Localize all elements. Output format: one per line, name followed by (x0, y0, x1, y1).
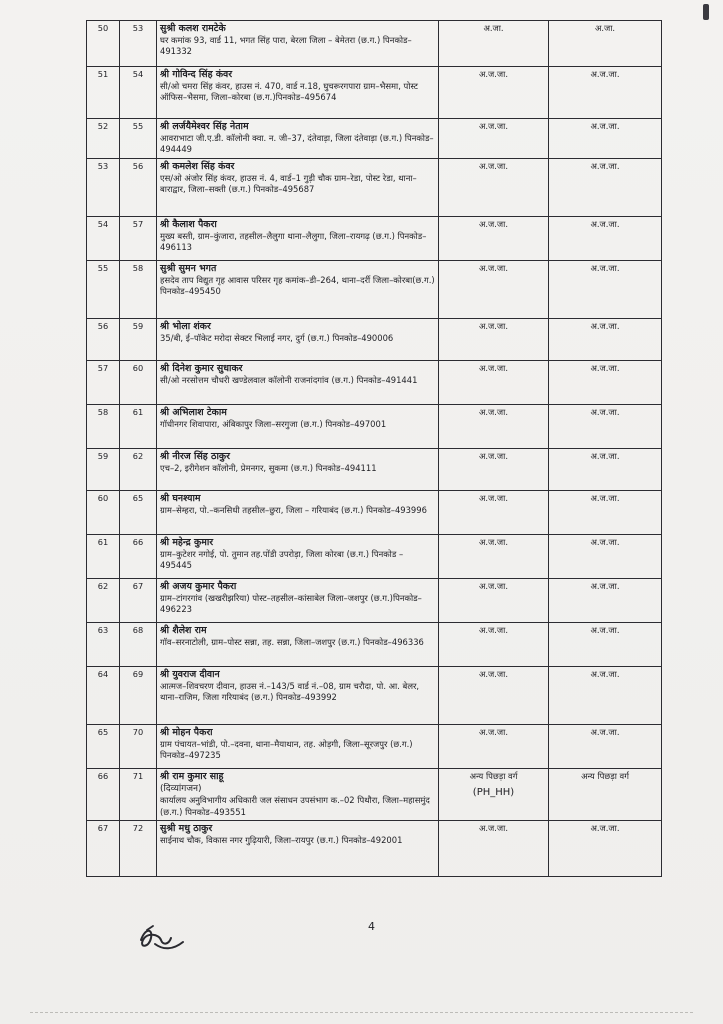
candidate-cell (157, 361, 439, 405)
candidate-cell (157, 449, 439, 491)
selected-category-cell: अ.ज.जा. (549, 579, 662, 623)
serial-number-cell: 64 (87, 667, 120, 725)
table-row (87, 261, 662, 319)
original-category-cell (439, 821, 549, 877)
candidate-address: आत्मज–शिवचरण दीवान, हाउस नं.–143/5 वार्ड नं.–08, ग्राम चरौदा, पो. आ. बेलर, थाना–राजिम, जिला गरियाबंद (छ.ग.) पिनकोड–493992 (160, 680, 420, 703)
candidate-name: श्री मोहन पैकरा (160, 727, 213, 738)
candidate-address: गॉधीनगर शिवापारा, अंबिकापुर जिला–सरगुजा (छ.ग.) पिनकोड–497001 (160, 418, 387, 429)
candidate-cell (157, 491, 439, 535)
original-category-cell (439, 535, 549, 579)
original-category: अ.ज.जा. (479, 493, 508, 503)
original-category: अ.ज.जा. (479, 407, 508, 417)
table-row (87, 725, 662, 769)
candidate-name: श्री कमलेश सिंह कंवर (160, 161, 235, 172)
original-category: अ.ज.जा. (479, 727, 508, 737)
candidate-name: सुश्री सुमन भगत (160, 263, 217, 274)
original-category-cell (439, 405, 549, 449)
candidate-address: साईनाथ चौक, विकास नगर गुढ़ियारी, जिला–रायपुर (छ.ग.) पिनकोड–492001 (160, 834, 403, 845)
candidate-name: श्री अजय कुमार पैकरा (160, 581, 237, 592)
candidate-note: (दिव्यांगजन) (160, 783, 202, 794)
candidate-cell (157, 159, 439, 217)
merit-rank-cell: 61 (120, 405, 157, 449)
table-row (87, 491, 662, 535)
serial-number-cell: 50 (87, 21, 120, 67)
merit-rank-cell: 65 (120, 491, 157, 535)
table-row (87, 67, 662, 119)
candidate-address: सी/ओ चमरा सिंह कंवर, हाउस नं. 470, वार्ड न.18, घुचरूरगपारा ग्राम–भैसमा, पोस्ट ऑफिस–भैसमा, जिला–कोरबा (छ.ग.)पिनकोड–495674 (160, 80, 418, 103)
candidate-table (86, 20, 662, 877)
merit-rank-cell: 70 (120, 725, 157, 769)
candidate-name: श्री महेन्द्र कुमार (160, 537, 214, 548)
selected-category-cell: अ.ज.जा. (549, 67, 662, 119)
table-row (87, 449, 662, 491)
selected-category-cell: अ.ज.जा. (549, 623, 662, 667)
candidate-address: हसदेव ताप विद्युत गृह आवास परिसर गृह कमांक–डी–264, थाना–दर्री जिला–कोरबा(छ.ग.) पिनकोड–495450 (160, 274, 435, 297)
original-category: अन्य पिछड़ा वर्ग (469, 771, 518, 781)
candidate-address: ग्राम पंचायत–भांडी, पो.–दवना, थाना–मैयाथान, तह. ओड़गी, जिला–सूरजपुर (छ.ग.) पिनकोड–497235 (160, 738, 413, 761)
table-row (87, 119, 662, 159)
candidate-name: श्री शैलेश राम (160, 625, 207, 636)
original-category: अ.ज.जा. (479, 321, 508, 331)
original-category: अ.जा. (483, 23, 504, 33)
merit-rank-cell: 67 (120, 579, 157, 623)
serial-number-cell: 53 (87, 159, 120, 217)
merit-rank-cell: 59 (120, 319, 157, 361)
candidate-name: सुश्री कलश रामटेके (160, 23, 226, 34)
table-row (87, 319, 662, 361)
candidate-cell (157, 405, 439, 449)
merit-rank-cell: 53 (120, 21, 157, 67)
table-row (87, 623, 662, 667)
candidate-name: श्री घनश्याम (160, 493, 201, 504)
candidate-cell (157, 319, 439, 361)
original-category-cell (439, 261, 549, 319)
serial-number-cell: 56 (87, 319, 120, 361)
serial-number-cell: 58 (87, 405, 120, 449)
selected-category-cell: अ.ज.जा. (549, 725, 662, 769)
serial-number-cell: 66 (87, 769, 120, 821)
serial-number-cell: 59 (87, 449, 120, 491)
selected-category-cell: अ.ज.जा. (549, 217, 662, 261)
candidate-address: कार्यालय अनुविभागीय अधिकारी जल संसाधन उपसंभाग क.–02 पिथौरा, जिला–महासमुंद (छ.ग.) पिनकोड–493551 (160, 795, 430, 817)
serial-number-cell: 67 (87, 821, 120, 877)
candidate-cell (157, 217, 439, 261)
candidate-name: श्री युवराज दीवान (160, 669, 220, 680)
table-row (87, 535, 662, 579)
selected-category-cell: अ.ज.जा. (549, 535, 662, 579)
original-category: अ.ज.जा. (479, 69, 508, 79)
signature-icon (133, 920, 193, 956)
merit-rank-cell: 72 (120, 821, 157, 877)
original-category: अ.ज.जा. (479, 219, 508, 229)
merit-rank-cell: 54 (120, 67, 157, 119)
selected-category-cell: अ.ज.जा. (549, 361, 662, 405)
serial-number-cell: 65 (87, 725, 120, 769)
original-category-cell (439, 623, 549, 667)
candidate-cell (157, 535, 439, 579)
binder-mark (703, 4, 709, 20)
serial-number-cell: 52 (87, 119, 120, 159)
candidate-name: श्री गोविन्द सिंह कंवर (160, 69, 233, 80)
candidate-address: सी/ओ नरसोत्तम चौधरी खण्डेलवाल कॉलोनी राजनांदगांव (छ.ग.) पिनकोड–491441 (160, 374, 418, 385)
table-row (87, 217, 662, 261)
original-category: अ.ज.जा. (479, 451, 508, 461)
merit-rank-cell: 69 (120, 667, 157, 725)
merit-rank-cell: 55 (120, 119, 157, 159)
original-category-cell (439, 159, 549, 217)
candidate-name: श्री लर्जयैमेश्वर सिंह नेताम (160, 121, 249, 132)
original-category-cell (439, 579, 549, 623)
original-category: अ.ज.जा. (479, 161, 508, 171)
original-category: अ.ज.जा. (479, 263, 508, 273)
candidate-address: ग्राम–सेम्हरा, पो.–कनसिधी तहसील–छुरा, जिला – गरियाबंद (छ.ग.) पिनकोड–493996 (160, 504, 427, 515)
merit-rank-cell: 57 (120, 217, 157, 261)
original-category-cell (439, 491, 549, 535)
page-number: 4 (368, 920, 375, 933)
original-category-cell (439, 217, 549, 261)
footer-divider (30, 1012, 693, 1013)
table-row (87, 667, 662, 725)
selected-category-cell: अ.ज.जा. (549, 491, 662, 535)
original-category: अ.ज.जा. (479, 669, 508, 679)
selected-category-cell: अ.ज.जा. (549, 119, 662, 159)
candidate-cell (157, 821, 439, 877)
table-row (87, 769, 662, 821)
serial-number-cell: 54 (87, 217, 120, 261)
candidate-cell (157, 67, 439, 119)
candidate-name: सुश्री मधु ठाकुर (160, 823, 213, 834)
merit-rank-cell: 71 (120, 769, 157, 821)
original-category: अ.ज.जा. (479, 363, 508, 373)
table-row (87, 579, 662, 623)
candidate-name: श्री कैलाश पैकरा (160, 219, 217, 230)
merit-rank-cell: 60 (120, 361, 157, 405)
candidate-address: मुख्य बस्ती, ग्राम–कुंजारा, तहसील–लैलुगा थाना–लैलुगा, जिला–रायगढ़ (छ.ग.) पिनकोड–496113 (160, 230, 427, 253)
candidate-cell (157, 667, 439, 725)
original-category-cell (439, 119, 549, 159)
original-category-cell (439, 67, 549, 119)
candidate-cell (157, 769, 439, 821)
candidate-address: ग्राम–टांगरगांव (खखरीझरिया) पोस्ट–तहसील–कांसाबेल जिला–जशपुर (छ.ग.)पिनकोड–496223 (160, 592, 422, 615)
serial-number-cell: 60 (87, 491, 120, 535)
merit-rank-cell: 68 (120, 623, 157, 667)
candidate-address: आवराभाटा जी.ए.डी. कॉलोनी क्वा. न. जी–37, दंतेवाड़ा, जिला दंतेवाड़ा (छ.ग.) पिनकोड–494449 (160, 132, 434, 155)
selected-category-cell: अ.ज.जा. (549, 449, 662, 491)
selected-category-cell: अ.ज.जा. (549, 667, 662, 725)
candidate-address: 35/बी, ई–पॉकेट मरोदा सेक्टर भिलाई नगर, दुर्ग (छ.ग.) पिनकोड–490006 (160, 332, 394, 343)
serial-number-cell: 57 (87, 361, 120, 405)
original-category-cell (439, 319, 549, 361)
original-category-cell (439, 725, 549, 769)
candidate-address: एस/ओ अंजोर सिंह कंवर, हाउस नं. 4, वार्ड–1 गुड़ी चौक ग्राम–रेडा, पोस्ट रेडा, थाना–बाराद्वार, जिला–सक्ती (छ.ग.) पिनकोड–495687 (160, 172, 417, 195)
table-row (87, 159, 662, 217)
original-category-cell (439, 667, 549, 725)
disability-tag: (PH_HH) (472, 786, 515, 798)
candidate-name: श्री अभिलाश टेकाम (160, 407, 227, 418)
candidate-name: श्री राम कुमार साहू (160, 771, 224, 782)
selected-category-cell: अ.ज.जा. (549, 261, 662, 319)
selected-category-cell: अ.ज.जा. (549, 319, 662, 361)
original-category: अ.ज.जा. (479, 121, 508, 131)
candidate-name: श्री दिनेश कुमार सुधाकर (160, 363, 243, 374)
candidate-cell (157, 21, 439, 67)
candidate-table-body (87, 21, 662, 877)
selected-category-cell: अ.ज.जा. (549, 159, 662, 217)
serial-number-cell: 61 (87, 535, 120, 579)
candidate-address: घर कमांक 93, वार्ड 11, भगत सिंह पारा, बेरला जिला – बेमेतरा (छ.ग.) पिनकोड–491332 (160, 34, 412, 57)
merit-rank-cell: 66 (120, 535, 157, 579)
candidate-cell (157, 119, 439, 159)
original-category: अ.ज.जा. (479, 625, 508, 635)
table-row (87, 21, 662, 67)
table-row (87, 405, 662, 449)
original-category: अ.ज.जा. (479, 823, 508, 833)
table-row (87, 361, 662, 405)
candidate-cell (157, 261, 439, 319)
candidate-cell (157, 579, 439, 623)
table-row (87, 821, 662, 877)
selected-category-cell: अन्य पिछड़ा वर्ग (549, 769, 662, 821)
selected-category-cell: अ.जा. (549, 21, 662, 67)
candidate-name: श्री भोला शंकर (160, 321, 211, 332)
original-category: अ.ज.जा. (479, 581, 508, 591)
original-category-cell (439, 769, 549, 821)
serial-number-cell: 51 (87, 67, 120, 119)
candidate-address: गॉव–सरनाटोली, ग्राम–पोस्ट सन्ना, तह. सन्ना, जिला–जशपुर (छ.ग.) पिनकोड–496336 (160, 636, 424, 647)
original-category-cell (439, 361, 549, 405)
merit-rank-cell: 62 (120, 449, 157, 491)
serial-number-cell: 55 (87, 261, 120, 319)
candidate-address: एच–2, इरीगेशन कॉलोनी, प्रेमनगर, सुकमा (छ.ग.) पिनकोड–494111 (160, 462, 377, 473)
candidate-name: श्री नीरज सिंह ठाकुर (160, 451, 230, 462)
merit-rank-cell: 58 (120, 261, 157, 319)
original-category-cell (439, 449, 549, 491)
merit-rank-cell: 56 (120, 159, 157, 217)
serial-number-cell: 63 (87, 623, 120, 667)
candidate-address: ग्राम–कुटेशर नगोई, पो. तुमान तह.पोंडी उपरोड़ा, जिला कोरबा (छ.ग.) पिनकोड – 495445 (160, 548, 404, 571)
candidate-cell (157, 725, 439, 769)
selected-category-cell: अ.ज.जा. (549, 821, 662, 877)
serial-number-cell: 62 (87, 579, 120, 623)
candidate-cell (157, 623, 439, 667)
original-category-cell (439, 21, 549, 67)
selected-category-cell: अ.ज.जा. (549, 405, 662, 449)
original-category: अ.ज.जा. (479, 537, 508, 547)
